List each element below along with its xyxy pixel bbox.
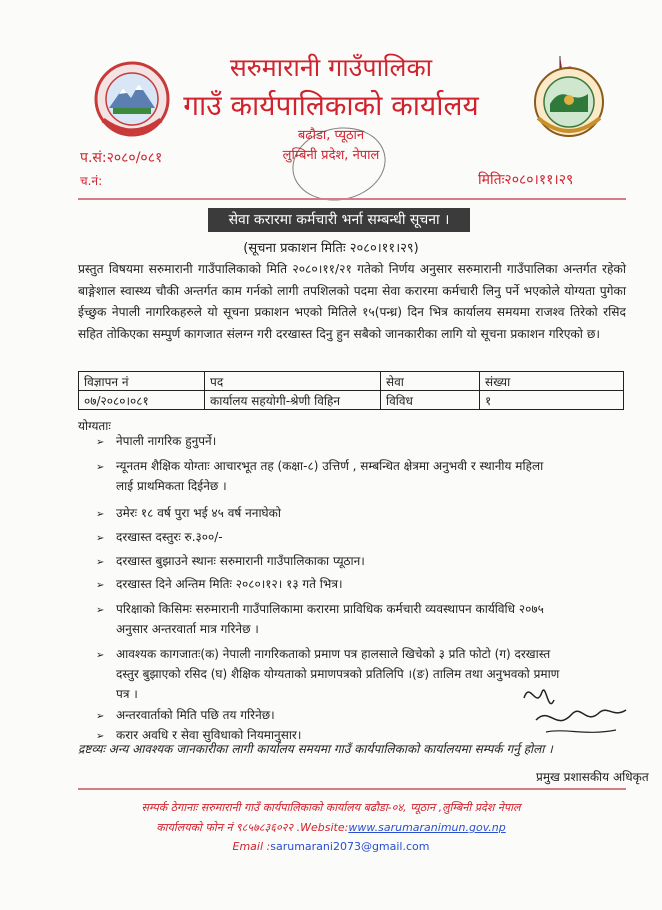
footnote: द्रष्टव्यः अन्य आवश्यक जानकारीका लागी कार्यालय समयमा गाउँ कार्यपालिकाको कार्यालयमा सम्पर्क गर्नु होला । bbox=[78, 742, 553, 756]
list-item: ➢ अन्तरवार्ताको मिति पछि तय गरिनेछ। bbox=[96, 704, 624, 728]
signatory-title: प्रमुख प्रशासकीय अधिकृत bbox=[536, 770, 649, 784]
list-item-continuation: लाई प्राथमिकता दिईनेछ । bbox=[116, 479, 227, 493]
table-header-cell: सेवा bbox=[381, 372, 480, 391]
address-line-1: बढौडा, प्यूठान bbox=[297, 128, 365, 143]
dispatch-number: च.नं: bbox=[80, 174, 103, 188]
arrow-bullet-icon: ➢ bbox=[96, 462, 105, 473]
office-name: गाउँ कार्यपालिकाको कार्यालय bbox=[183, 89, 479, 122]
table-cell: विविध bbox=[381, 391, 480, 410]
arrow-bullet-icon: ➢ bbox=[96, 731, 105, 742]
vacancy-table bbox=[78, 371, 624, 410]
list-item: ➢ करार अवधि र सेवा सुविधाको नियमानुसार। bbox=[96, 724, 624, 748]
arrow-bullet-icon: ➢ bbox=[96, 437, 105, 448]
table-cell: ०७/२०८०।०८१ bbox=[79, 391, 205, 410]
org-name: सरुमारानी गाउँपालिका bbox=[229, 53, 433, 82]
ref-number: प.सं:२०८०/०८१ bbox=[80, 150, 163, 166]
list-item: ➢ नेपाली नागरिक हुनुपर्ने। bbox=[96, 430, 624, 454]
notice-title: सेवा करारमा कर्मचारी भर्ना सम्बन्धी सूचना । bbox=[208, 208, 470, 232]
table-header-cell: विज्ञापन नं bbox=[79, 372, 205, 391]
table-cell: १ bbox=[480, 391, 624, 410]
table-row bbox=[79, 391, 624, 410]
email-label: Email : bbox=[232, 840, 271, 853]
arrow-bullet-icon: ➢ bbox=[96, 557, 105, 568]
email-link[interactable]: sarumarani2073@gmail.com bbox=[270, 840, 430, 853]
arrow-bullet-icon: ➢ bbox=[96, 605, 105, 616]
arrow-bullet-icon: ➢ bbox=[96, 533, 105, 544]
list-item-continuation: पत्र । bbox=[116, 687, 138, 701]
list-item-continuation: दस्तुर बुझाएको रसिद (घ) शैक्षिक योग्यताको प्रमाणपत्रको प्रतिलिपि ।(ङ) तालिम तथा अनुभवको प्रमाण bbox=[116, 667, 560, 681]
footer-contact: सम्पर्क ठेगानाः सरुमारानी गाउँ कार्यपालिकाको कार्यालय बढौडा-०४, प्यूठान ,लुम्बिनी प्रदेश नेपाल bbox=[141, 801, 521, 814]
footer-divider bbox=[78, 788, 626, 790]
header-divider bbox=[78, 198, 626, 200]
table-header-row bbox=[79, 372, 624, 391]
list-item-continuation: अनुसार अन्तरवार्ता मात्र गरिनेछ । bbox=[116, 622, 259, 636]
list-item: ➢ दरखास्त दस्तुरः रु.३००/- bbox=[96, 526, 624, 550]
notice-body: प्रस्तुत विषयमा सरुमारानी गाउँपालिकाको मिति २०८०।११/२१ गतेको निर्णय अनुसार सरुमारानी गाउँपालिका अन्तर्गत रहेको बाङ्गेशाल स्वास्थ्य चौकी अन्तर्गत काम गर्नको लागी तपशिलको पदमा सेवा करारमा कर्मचारी लिनु पर्ने भएकोले योग्यता पुगेका ईच्छुक नेपाली नागरिकहरुले यो सूचना प्रकाशन भएको मितिले १५(पन्ध्र) दिन भित्र कार्यालय समयमा राजश्व तिरेको रसिद सहित तोकिएका सम्पुर्ण कागजात संलग्न गरी दरखास्त दिनु हुन सबैको जानकारीका लागि यो सूचना प्रकाशन गरिएको छ। bbox=[78, 262, 626, 341]
publication-date: (सूचना प्रकाशन मितिः २०८०।११।२९) bbox=[243, 241, 419, 256]
letter-date: मितिः२०८०।११।२९ bbox=[478, 172, 574, 188]
list-item: ➢ आवश्यक कागजातः(क) नेपाली नागरिकताको प्रमाण पत्र हालसाले खिचेको ३ प्रति फोटो (ग) दरखास्त bbox=[96, 643, 624, 667]
qualifications-title: योग्यताः bbox=[78, 419, 111, 433]
arrow-bullet-icon: ➢ bbox=[96, 650, 105, 661]
arrow-bullet-icon: ➢ bbox=[96, 580, 105, 591]
website-link[interactable]: www.sarumaranimun.gov.np bbox=[348, 821, 506, 834]
footer-phone-line bbox=[0, 820, 662, 835]
table-header-cell: पद bbox=[205, 372, 381, 391]
list-item: ➢ परिक्षाको किसिमः सरुमारानी गाउँपालिकामा करारमा प्राविधिक कर्मचारी व्यवस्थापन कार्यविधि २०७५ bbox=[96, 598, 624, 622]
list-item: ➢ उमेरः १८ वर्ष पुरा भई ४५ वर्ष ननाघेको bbox=[96, 502, 624, 526]
address-line-2: लुम्बिनी प्रदेश, नेपाल bbox=[282, 148, 380, 163]
arrow-bullet-icon: ➢ bbox=[96, 711, 105, 722]
list-item: ➢ न्यूनतम शैक्षिक योग्ताः आचारभूत तह (कक्षा-८) उत्तिर्ण , सम्बन्धित क्षेत्रमा अनुभवी र स्थानीय महिला bbox=[96, 455, 624, 479]
footer-phone: कार्यालयको फोन नं ९८५७८३६०२२ .Website: bbox=[156, 821, 349, 834]
footer-email-line bbox=[0, 840, 662, 853]
list-item: ➢ दरखास्त बुझाउने स्थानः सरुमारानी गाउँपालिकाका प्यूठान। bbox=[96, 550, 624, 574]
arrow-bullet-icon: ➢ bbox=[96, 509, 105, 520]
list-item: ➢ दरखास्त दिने अन्तिम मितिः २०८०।१२। १३ गते भित्र। bbox=[96, 573, 624, 597]
table-cell: कार्यालय सहयोगी-श्रेणी विहिन bbox=[205, 391, 381, 410]
table-header-cell: संख्या bbox=[480, 372, 624, 391]
